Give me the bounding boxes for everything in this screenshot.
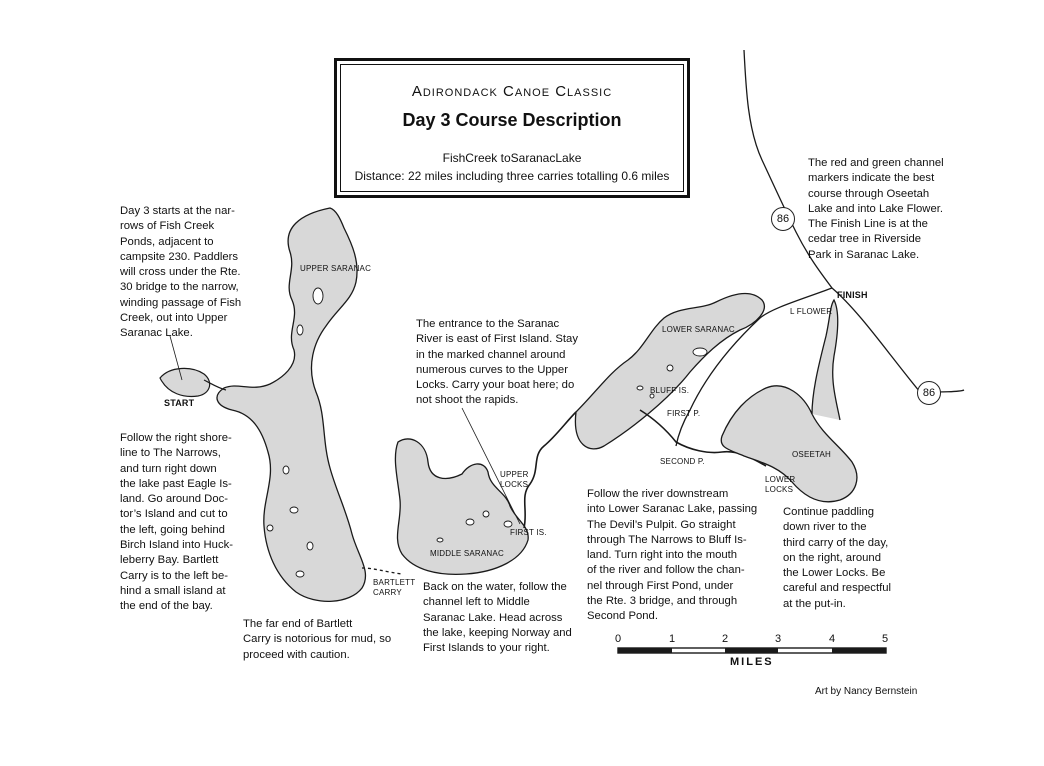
distance-line: Distance: 22 miles including three carries totalling 0.6 miles xyxy=(354,169,670,183)
label-oseetah: OSEETAH xyxy=(792,450,832,459)
finish-note: The red and green channel markers indicate the best course through Oseetah Lake and into Lake Flower. The Finish Line is at the cedar tree in Riverside Park in Saranac Lake. xyxy=(808,157,944,261)
label-lake-flower: L FLOWER xyxy=(790,307,833,316)
page-title: Day 3 Course Description xyxy=(402,110,622,130)
label-first-pond: FIRST P. xyxy=(667,409,701,418)
lake-flower xyxy=(812,300,840,420)
scale-tick-2: 2 xyxy=(722,633,729,645)
scale-tick-1: 1 xyxy=(669,633,676,645)
scale-tick-4: 4 xyxy=(829,633,836,645)
bartlett-carry-trail xyxy=(362,568,402,574)
label-lower-locks: LOWER LOCKS xyxy=(765,475,796,494)
label-first-island: FIRST IS. xyxy=(510,528,547,537)
river-entrance-note: The entrance to the Saranac River is east of First Island. Stay in the marked channel around numerous curves to the Upper Locks. Carry your boat here; do not shoot the rapids. xyxy=(416,318,578,407)
scale-tick-0: 0 xyxy=(615,633,622,645)
title-box xyxy=(334,58,690,198)
event-name: Adirondack Canoe Classic xyxy=(411,83,613,100)
artist-credit: Art by Nancy Bernstein xyxy=(815,686,918,697)
label-upper-saranac: UPPER SARANAC xyxy=(300,264,372,273)
route-subtitle: FishCreek toSaranacLake xyxy=(442,151,582,165)
route-86-shield-north: 86 xyxy=(771,207,795,231)
scale-tick-5: 5 xyxy=(882,633,889,645)
label-second-pond: SECOND P. xyxy=(660,457,705,466)
label-finish: FINISH xyxy=(837,290,868,300)
label-upper-locks: UPPER LOCKS xyxy=(500,470,529,489)
label-bluff-island: BLUFF IS. xyxy=(650,386,690,395)
label-start: START xyxy=(164,398,195,408)
route-86-shield-east: 86 xyxy=(917,381,941,405)
saranac-river-upper xyxy=(524,412,576,528)
bartlett-note: The far end of Bartlett Carry is notorious for mud, so proceed with caution. xyxy=(243,618,392,661)
label-bartlett-carry: BARTLETT CARRY xyxy=(373,578,416,597)
label-lower-saranac: LOWER SARANAC xyxy=(662,325,735,334)
fish-creek-pond xyxy=(160,368,210,396)
middle-saranac-note: Back on the water, follow the channel left to Middle Saranac Lake. Head across the lake, keeping Norway and First Islands to your right. xyxy=(423,581,572,655)
scale-unit: MILES xyxy=(730,656,774,668)
third-carry-note: Continue paddling down river to the third carry of the day, on the right, around the Lower Locks. Be careful and respectful at the put-in. xyxy=(783,506,892,610)
lower-saranac-note: Follow the river downstream into Lower Saranac Lake, passing The Devil’s Pulpit. Go straight through The Narrows to Bluff Is- land. Turn right into the mouth of the river and follow the chan- nel through First Pond, under the Rte. 3 bridge, and through Second Pond. xyxy=(587,488,758,623)
narrows-note: Follow the right shore- line to The Narrows, and turn right down the lake past Eagle Is- land. Go around Doc- tor’s Island and cut to the left, going behind Birch Island into Huck- leberry Bay. Bartlett Carry is to the left be- hind a small island at the end of the bay. xyxy=(120,432,234,613)
scale-tick-3: 3 xyxy=(775,633,782,645)
label-middle-saranac: MIDDLE SARANAC xyxy=(430,549,504,558)
start-note: Day 3 starts at the nar- rows of Fish Creek Ponds, adjacent to campsite 230. Paddlers will cross under the Rte. 30 bridge to the narrow, winding passage of Fish Creek, out into Upper Saranac Lake. xyxy=(120,205,242,340)
scale-legend xyxy=(612,634,892,674)
